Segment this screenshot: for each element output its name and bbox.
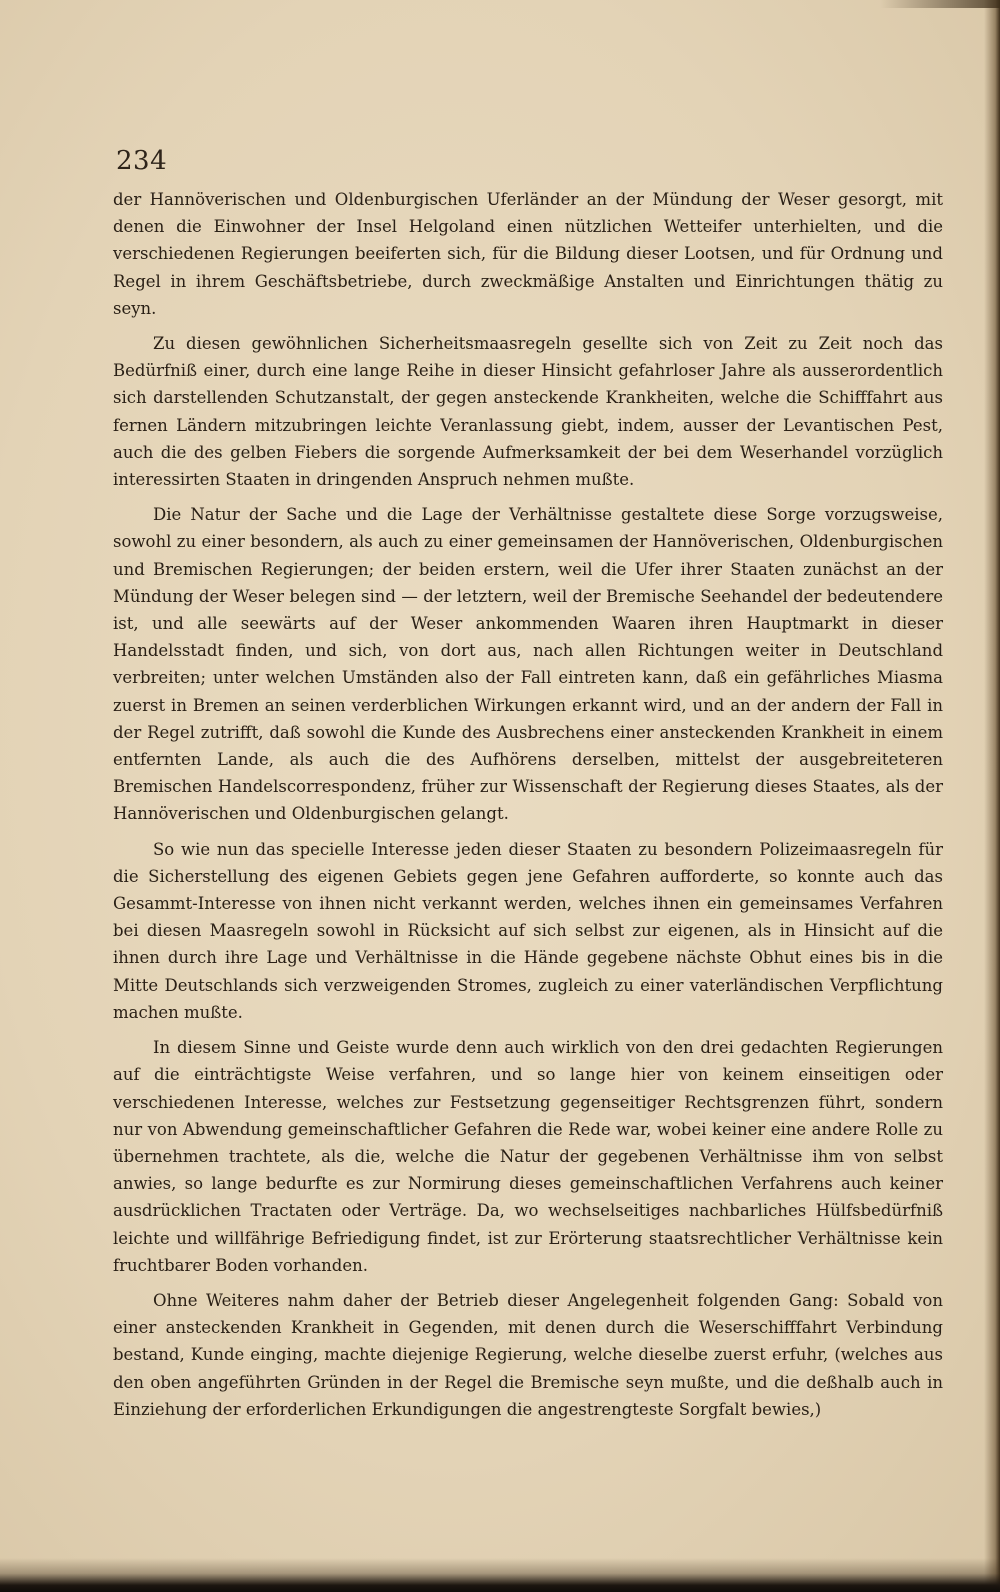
paragraph-6: Ohne Weiteres nahm daher der Betrieb dieser Angelegenheit folgenden Gang: Sobald von einer ansteckenden Krankheit in Gegenden, mit denen durch die Weserschifffahrt Verbindung bestand, Kunde einging, machte diejenige Regierung, welche dieselbe zuerst erfuhr, (welches aus den oben angeführten Gründen in der Regel die Bremische seyn mußte, und die deßhalb auch in Einziehung der erforderlichen Erkundigungen die angestrengteste Sorgfalt bewies,): [113, 1290, 943, 1419]
page-number: 234: [116, 146, 168, 176]
paragraph-3: Die Natur der Sache und die Lage der Verhältnisse gestaltete diese Sorge vorzugsweise, sowohl zu einer besondern, als auch zu einer gemeinsamen der Hannöverischen, Oldenburgischen und Bremischen Regierungen; der beiden erstern, weil die Ufer ihrer Staaten zunächst an der Mündung der Weser belegen sind — der letztern, weil der Bremische Seehandel der bedeutendere ist, und alle seewärts auf der Weser ankommenden Waaren ihren Hauptmarkt in dieser Handelsstadt finden, und sich, von dort aus, nach allen Richtungen weiter in Deutschland verbreiten; unter welchen Umständen also der Fall eintreten kann, daß ein gefährliches Miasma zuerst in Bremen an seinen verderblichen Wirkungen erkannt wird, und an der andern der Fall in der Regel zutrifft, daß sowohl die Kunde des Ausbrechens einer ansteckenden Krankheit in einem entfernten Lande, als auch die des Aufhörens derselben, mittelst der ausgebreiteteren Bremischen Handelscorrespondenz, früher zur Wissenschaft der Regierung dieses Staates, als der Hannöverischen und Oldenburgischen gelangt.: [113, 505, 943, 824]
page-edge-right: [984, 0, 1000, 1592]
paragraph-4: So wie nun das specielle Interesse jeden dieser Staaten zu besondern Polizeimaasregeln für die Sicherstellung des eigenen Gebiets gegen jene Gefahren aufforderte, so konnte auch das Gesammt-Interesse von ihnen nicht verkannt werden, welches ihnen ein gemeinsames Verfahren bei diesen Maasregeln sowohl in Rücksicht auf sich selbst zur eigenen, als in Hinsicht auf die ihnen durch ihre Lage und Verhältnisse in die Hände gegebene nächste Obhut eines bis in die Mitte Deutschlands sich verzweigenden Stromes, zugleich zu einer vaterländischen Verpflichtung machen mußte.: [113, 839, 943, 1022]
page-edge-top: [880, 0, 1000, 8]
page-edge-bottom: [0, 1558, 1000, 1592]
paragraph-5: In diesem Sinne und Geiste wurde denn auch wirklich von den drei gedachten Regierungen auf die einträchtigste Weise verfahren, und so lange hier von keinem einseitigen oder verschiedenen Interesse, welches zur Festsetzung gegenseitiger Rechtsgrenzen führt, sondern nur von Abwendung gemeinschaftlicher Gefahren die Rede war, wobei keiner eine andere Rolle zu übernehmen trachtete, als die, welche die Natur der gegebenen Verhältnisse ihm von selbst anwies, so lange bedurfte es zur Normirung dieses gemeinschaftlichen Verfahrens auch keiner ausdrücklichen Tractaten oder Verträge. Da, wo wechselseitiges nachbarliches Hülfsbedürfniß leichte und willfährige Befriedigung findet, ist zur Erörterung staatsrechtlicher Verhältnisse kein fruchtbarer Boden vorhanden.: [113, 1038, 943, 1275]
paragraph-2: Zu diesen gewöhnlichen Sicherheitsmaasregeln gesellte sich von Zeit zu Zeit noch das Bedürfniß einer, durch eine lange Reihe in dieser Hinsicht gefahrloser Jahre als ausserordentlich sich darstellenden Schutzanstalt, der gegen ansteckende Krankheiten, welche die Schifffahrt aus fernen Ländern mitzubringen leichte Veranlassung giebt, indem, ausser der Levantischen Pest, auch die des gelben Fiebers die sorgende Aufmerksamkeit der bei dem Weserhandel vorzüglich interessirten Staaten in dringenden Anspruch nehmen mußte.: [113, 334, 943, 490]
body-text: [113, 186, 943, 1423]
paragraph-1: der Hannöverischen und Oldenburgischen Uferländer an der Mündung der Weser gesorgt, mit denen die Einwohner der Insel Helgoland einen nützlichen Wetteifer unterhielten, und die verschiedenen Regierungen beeiferten sich, für die Bildung dieser Lootsen, und für Ordnung und Regel in ihrem Geschäftsbetriebe, durch zweckmäßige Anstalten und Einrichtungen thätig zu seyn.: [113, 190, 943, 318]
